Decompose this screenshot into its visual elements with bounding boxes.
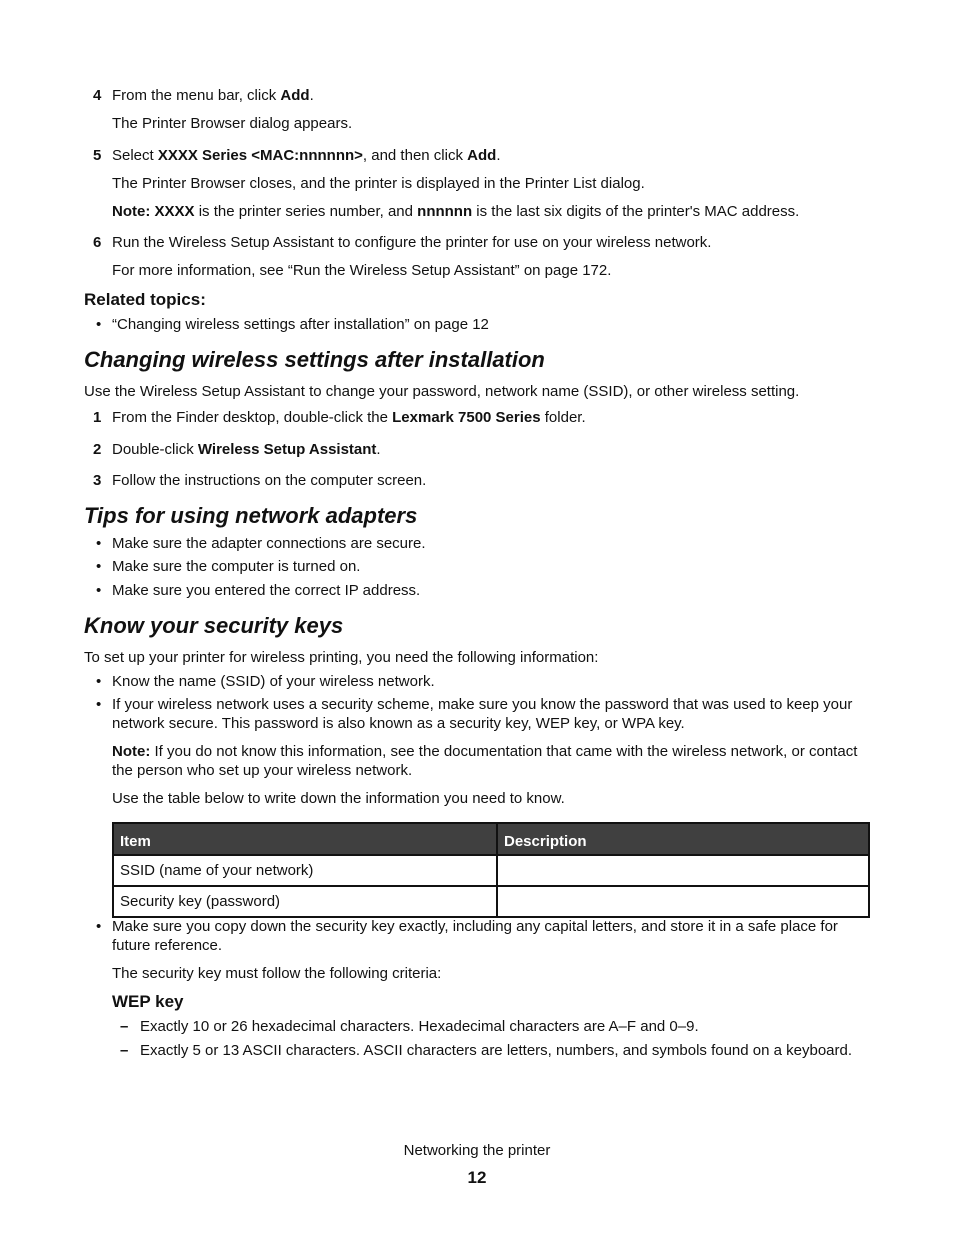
- section-intro: To set up your printer for wireless printing, you need the following information:: [84, 649, 599, 666]
- bullet-icon: [96, 581, 104, 600]
- table-cell: [497, 855, 869, 886]
- list-item: Make sure you entered the correct IP address.: [112, 582, 421, 599]
- step-number: 2: [93, 441, 102, 458]
- list-item: Make sure the adapter connections are secure.: [112, 535, 426, 552]
- table-header-cell: Description: [497, 823, 869, 855]
- step-text: [112, 146, 870, 165]
- step-text-part: folder.: [540, 409, 586, 426]
- table-row: [113, 886, 869, 917]
- section-heading: Know your security keys: [84, 613, 344, 638]
- list-item: If your wireless network uses a security scheme, make sure you know the password that was used to keep your network secure. This password is also known as a security key, WEP key, or WPA key.: [112, 696, 853, 732]
- step-number: 6: [93, 234, 102, 251]
- bullet-icon: [96, 534, 104, 553]
- note: [112, 742, 870, 780]
- list-item: Make sure you copy down the security key exactly, including any capital letters, and store it in a safe place for future reference.: [112, 918, 838, 954]
- step-text-part: From the menu bar, click: [112, 87, 281, 104]
- step-text-part: .: [376, 441, 381, 458]
- bullet-icon: [96, 672, 104, 691]
- note-label: Note:: [112, 743, 151, 760]
- step-text-part: Double-click: [112, 441, 198, 458]
- list-item: Exactly 10 or 26 hexadecimal characters. Hexadecimal characters are A–F and 0–9.: [140, 1018, 699, 1035]
- step-text-part: .: [309, 87, 314, 104]
- ui-term: Add: [280, 87, 310, 104]
- ui-term: Wireless Setup Assistant: [197, 441, 377, 458]
- dash-icon: [120, 1017, 128, 1036]
- note-text: is the printer series number, and: [194, 203, 418, 220]
- security-info-table: [112, 822, 870, 918]
- table-cell: Security key (password): [113, 886, 497, 917]
- step-text: Run the Wireless Setup Assistant to configure the printer for use on your wireless network.: [112, 234, 712, 251]
- list-item: Exactly 5 or 13 ASCII characters. ASCII characters are letters, numbers, and symbols found on a keyboard.: [140, 1042, 853, 1059]
- bullet-icon: [96, 695, 104, 714]
- step-text-part: From the Finder desktop, double-click the: [112, 409, 393, 426]
- table-cell: [497, 886, 869, 917]
- related-topics-heading: Related topics:: [84, 290, 206, 309]
- bullet-icon: [96, 557, 104, 576]
- step-result: The Printer Browser dialog appears.: [112, 115, 353, 132]
- step-text: [112, 408, 870, 427]
- step-text-part: , and then click: [362, 147, 468, 164]
- section-intro: Use the Wireless Setup Assistant to change your password, network name (SSID), or other wireless setting.: [84, 383, 800, 400]
- step-number: 3: [93, 472, 102, 489]
- note-text: If you do not know this information, see the documentation that came with the wireless network, or contact the person who set up your wireless network.: [112, 743, 858, 779]
- ui-term: XXXX Series <MAC:nnnnnn>: [157, 147, 363, 164]
- ui-term: Add: [467, 147, 497, 164]
- table-row: [113, 855, 869, 886]
- step-number: 4: [93, 87, 102, 104]
- step-text: Follow the instructions on the computer screen.: [112, 472, 427, 489]
- wep-key-heading: WEP key: [112, 992, 184, 1011]
- step-text-part: .: [496, 147, 501, 164]
- step-text: [112, 86, 870, 105]
- ui-term: XXXX: [154, 203, 195, 220]
- table-cell: SSID (name of your network): [113, 855, 497, 886]
- dash-icon: [120, 1041, 128, 1060]
- ui-term: nnnnnn: [417, 203, 473, 220]
- related-link[interactable]: “Changing wireless settings after installation” on page 12: [112, 316, 489, 333]
- step-text-part: Select: [112, 147, 158, 164]
- step-result: The Printer Browser closes, and the printer is displayed in the Printer List dialog.: [112, 175, 645, 192]
- section-heading: Tips for using network adapters: [84, 503, 418, 528]
- step-number: 5: [93, 147, 102, 164]
- note-text: is the last six digits of the printer's MAC address.: [472, 203, 800, 220]
- list-item: Know the name (SSID) of your wireless network.: [112, 673, 435, 690]
- bullet-icon: [96, 917, 104, 936]
- criteria-text: The security key must follow the following criteria:: [112, 965, 442, 982]
- note: [112, 202, 870, 221]
- step-result: For more information, see “Run the Wireless Setup Assistant” on page 172.: [112, 262, 612, 279]
- bullet-icon: [96, 315, 104, 334]
- list-item: Make sure the computer is turned on.: [112, 558, 361, 575]
- step-number: 1: [93, 409, 102, 426]
- table-header-cell: Item: [113, 823, 497, 855]
- section-heading: Changing wireless settings after installation: [84, 347, 545, 372]
- footer-section-title: Networking the printer: [403, 1142, 551, 1159]
- ui-term: Lexmark 7500 Series: [392, 409, 541, 426]
- table-intro: Use the table below to write down the information you need to know.: [112, 790, 565, 807]
- table-header-row: [113, 823, 869, 855]
- note-label: Note:: [112, 203, 155, 220]
- step-text: [112, 440, 870, 459]
- page-number: 12: [467, 1168, 487, 1187]
